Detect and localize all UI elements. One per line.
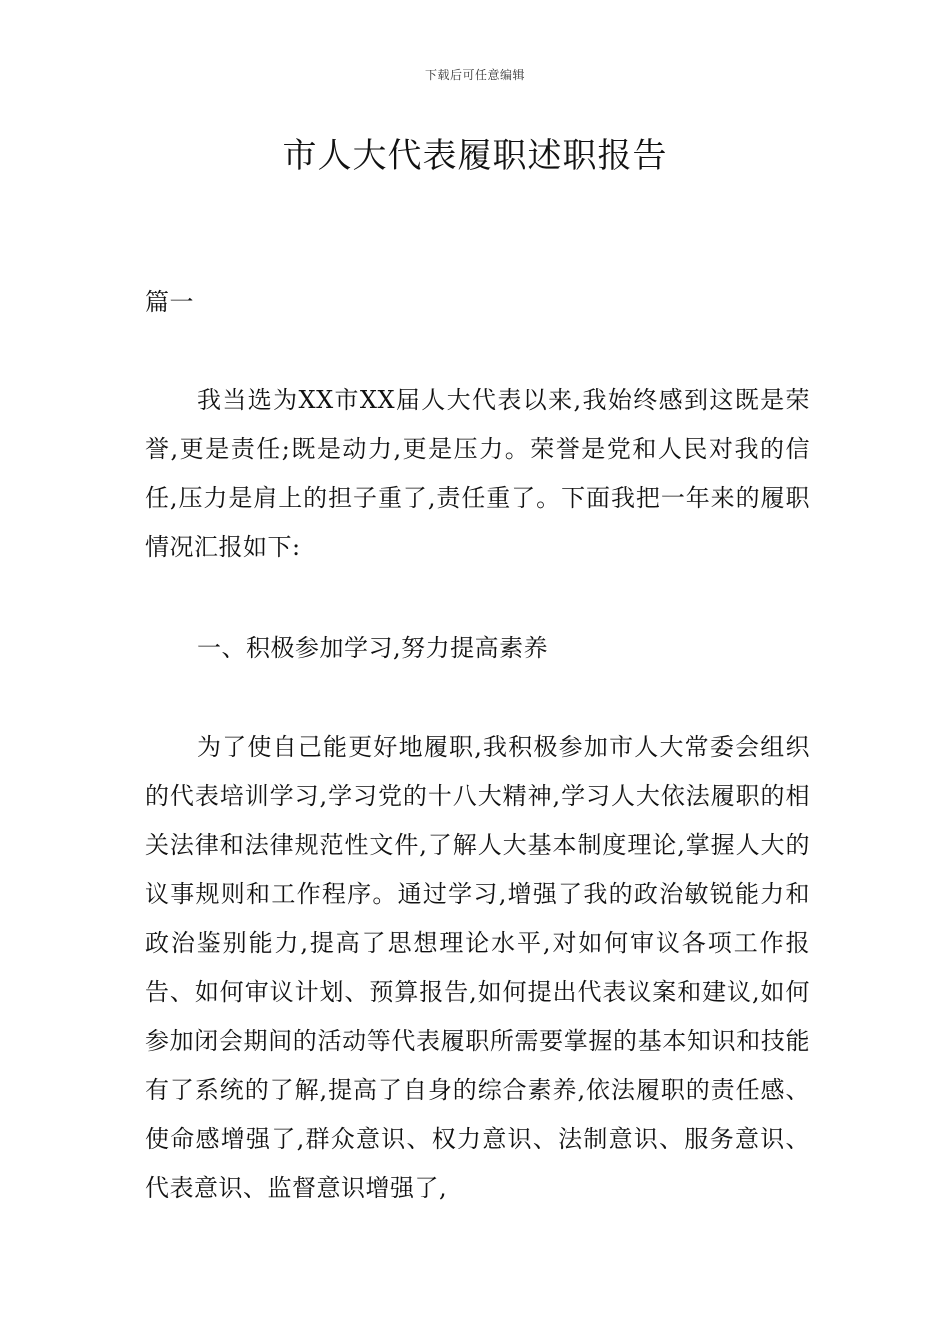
paragraph-intro: 我当选为XX市XX届人大代表以来,我始终感到这既是荣誉,更是责任;既是动力,更是压力。荣誉是党和人民对我的信任,压力是肩上的担子重了,责任重了。下面我把一年来的履职情况汇报如下: xyxy=(145,386,810,561)
section-label: 篇一 xyxy=(145,288,194,316)
section-heading-one: 一、积极参加学习,努力提高素养 xyxy=(197,634,549,662)
paragraph-study: 为了使自己能更好地履职,我积极参加市人大常委会组织的代表培训学习,学习党的十八大精神,学习人大依法履职的相关法律和法律规范性文件,了解人大基本制度理论,掌握人大的议事规则和工作程序。通过学习,增强了我的政治敏锐能力和政治鉴别能力,提高了思想理论水平,对如何审议各项工作报告、如何审议计划、预算报告,如何提出代表议案和建议,如何参加闭会期间的活动等代表履职所需要掌握的基本知识和技能有了系统的了解,提高了自身的综合素养,依法履职的责任感、使命感增强了,群众意识、权力意识、法制意识、服务意识、代表意识、监督意识增强了, xyxy=(145,733,810,1202)
header-note: 下载后可任意编辑 xyxy=(424,68,525,82)
page-title: 市人大代表履职述职报告 xyxy=(282,136,668,176)
